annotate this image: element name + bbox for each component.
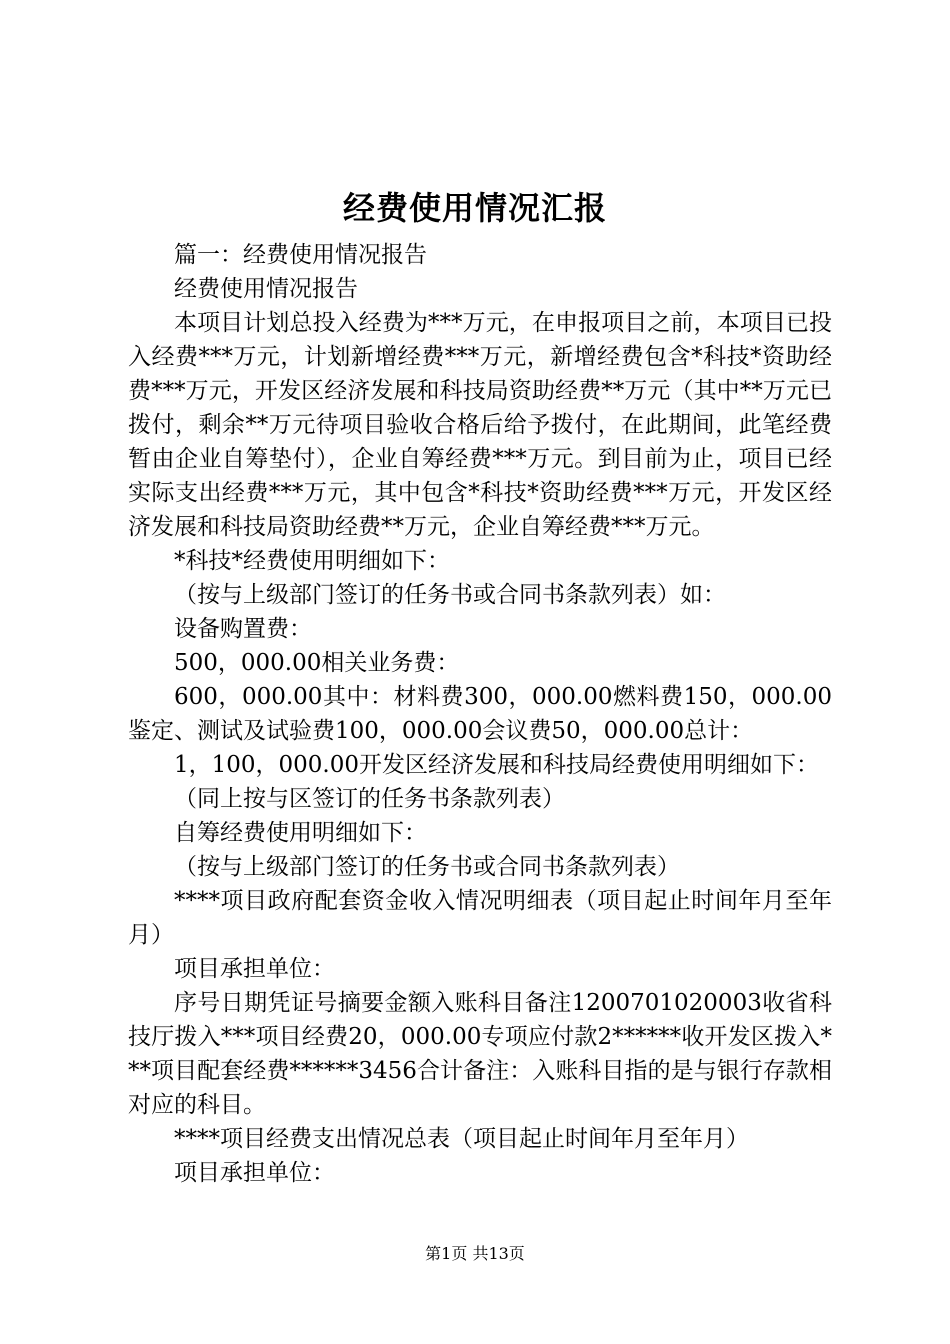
paragraph-undertaking-unit-2: 项目承担单位： (174, 1160, 335, 1186)
paragraph-equipment-cost: 设备购置费： (174, 616, 312, 642)
paragraph-income-table-content: 序号日期凭证号摘要金额入账科目备注1200701020003收省科技厅拨入***项目经费20，000.00专项应付款2******收开发区拨入***项目配套经费******3456合计备注：入账科目指的是与银行存款相对应的科目。 (128, 990, 832, 1118)
paragraph-section-heading: 篇一：经费使用情况报告 (174, 242, 427, 268)
paragraph-expense-table-title: ****项目经费支出情况总表（项目起止时间年月至年月） (174, 1126, 749, 1152)
paragraph-self-funded-instruction: （按与上级部门签订的任务书或合同书条款列表） (174, 854, 680, 880)
paragraph-zone-instruction: （同上按与区签订的任务书条款列表） (174, 786, 565, 812)
paragraph-self-funded-heading: 自筹经费使用明细如下： (174, 820, 427, 846)
paragraph-business-cost: 500，000.00相关业务费： (174, 650, 460, 676)
document-title: 经费使用情况汇报 (342, 189, 607, 227)
paragraph-funding-summary: 本项目计划总投入经费为***万元，在申报项目之前，本项目已投入经费***万元，计划新增经费***万元，新增经费包含*科技*资助经费***万元，开发区经济发展和科技局资助经费**万元（其中**万元已拨付，剩余**万元待项目验收合格后给予拨付，在此期间，此笔经费暂由企业自筹垫付），企业自筹经费***万元。到目前为止，项目已经实际支出经费***万元，其中包含*科技*资助经费***万元，开发区经济发展和科技局资助经费**万元，企业自筹经费***万元。 (128, 310, 832, 540)
page-footer: 第1页 共13页 (425, 1244, 525, 1263)
paragraph-undertaking-unit: 项目承担单位： (174, 956, 335, 982)
document-body (128, 238, 832, 1190)
paragraph-total-and-zone-heading: 1，100，000.00开发区经济发展和科技局经费使用明细如下： (174, 752, 820, 778)
paragraph-tech-detail-heading: *科技*经费使用明细如下： (174, 548, 450, 574)
paragraph-income-table-title: ****项目政府配套资金收入情况明细表（项目起止时间年月至年月） (128, 888, 832, 948)
paragraph-report-title: 经费使用情况报告 (174, 276, 358, 302)
paragraph-list-instruction: （按与上级部门签订的任务书或合同书条款列表）如： (174, 582, 726, 608)
paragraph-cost-breakdown: 600，000.00其中：材料费300，000.00燃料费150，000.00鉴定、测试及试验费100，000.00会议费50，000.00总计： (128, 684, 832, 744)
